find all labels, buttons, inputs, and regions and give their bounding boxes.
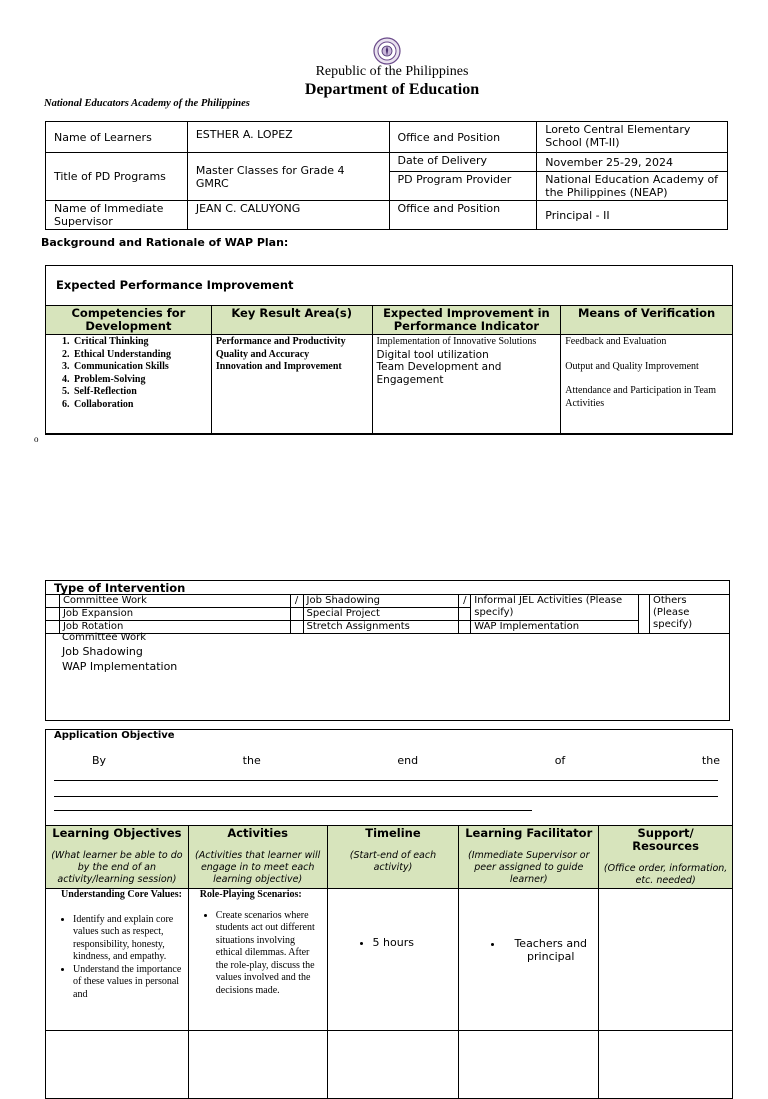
- checkbox[interactable]: /: [459, 595, 471, 608]
- activity-cell: [188, 889, 327, 1099]
- list-item: 3. Communication Skills: [72, 361, 207, 374]
- list-item: Committee Work: [62, 632, 147, 643]
- supervisor-office-value: Principal - II: [537, 201, 728, 230]
- delivery-label: Date of Delivery: [389, 153, 537, 172]
- pd-title-value: Master Classes for Grade 4 GMRC: [187, 153, 389, 201]
- list-item: Feedback and Evaluation: [565, 336, 667, 347]
- blank-line: [54, 780, 718, 781]
- verification-cell: [561, 335, 733, 434]
- competency-list: [50, 336, 207, 411]
- list-item: Digital tool utilization: [376, 348, 489, 361]
- objective-statement: [92, 754, 720, 767]
- list-item: Performance and Productivity: [215, 336, 346, 347]
- kra-header: Key Result Area(s): [211, 306, 372, 335]
- objectives-header: Learning Objectives (What learner be able to do by the end of an activity/learning session): [46, 826, 189, 889]
- expected-performance-section: [45, 265, 733, 435]
- list-item: Job Shadowing: [62, 645, 143, 658]
- intervention-title: Type of Intervention: [54, 581, 186, 595]
- checkbox[interactable]: [290, 621, 303, 634]
- list-item: • Understand the importance of these values in personal and: [73, 964, 185, 1002]
- activity-list: [192, 910, 324, 998]
- performance-table: [45, 305, 733, 434]
- competencies-cell: [46, 335, 212, 434]
- delivery-value: November 25-29, 2024: [537, 153, 728, 172]
- learning-objectives-table: [45, 825, 733, 1099]
- list-item: • 5 hours: [373, 937, 458, 950]
- intervention-option: Job Shadowing: [303, 595, 459, 608]
- office-value: Loreto Central Elementary School (MT-II): [537, 122, 728, 153]
- checkbox[interactable]: /: [290, 595, 303, 608]
- kra-cell: [211, 335, 372, 434]
- activity-title: Role-Playing Scenarios:: [199, 889, 302, 900]
- supervisor-label: Name of Immediate Supervisor: [46, 201, 188, 230]
- indicator-cell: [372, 335, 561, 434]
- list-item: 4. Problem-Solving: [72, 374, 207, 387]
- department-heading: Department of Education: [304, 81, 480, 98]
- list-item: Team Development and Engagement: [376, 361, 502, 386]
- indicator-header: Expected Improvement in Performance Indicator: [372, 306, 561, 335]
- background-rationale-title: Background and Rationale of WAP Plan:: [41, 236, 289, 249]
- provider-label: PD Program Provider: [389, 172, 537, 201]
- intervention-option: Job Rotation: [59, 621, 290, 634]
- statement-word: of: [554, 754, 566, 767]
- selected-interventions: [62, 631, 177, 674]
- others-option: Others (Please specify): [650, 595, 730, 634]
- learner-info-table: [45, 121, 728, 230]
- activities-header: Activities (Activities that learner will engage in to meet each learning objective): [188, 826, 327, 889]
- intervention-option: WAP Implementation: [471, 621, 639, 634]
- statement-word: By: [92, 754, 107, 767]
- intervention-section: [45, 580, 730, 721]
- verification-header: Means of Verification: [561, 306, 733, 335]
- blank-line: [54, 810, 532, 811]
- list-item: WAP Implementation: [62, 660, 178, 673]
- statement-word: the: [242, 754, 261, 767]
- intervention-option: Committee Work: [59, 595, 290, 608]
- pd-title-label: Title of PD Programs: [46, 153, 188, 201]
- performance-title: Expected Performance Improvement: [56, 278, 294, 292]
- statement-word: end: [397, 754, 419, 767]
- checkbox[interactable]: [639, 595, 650, 634]
- support-cell: [599, 889, 733, 1099]
- objective-list: [49, 914, 185, 1002]
- blank-line: [54, 796, 718, 797]
- list-item: Quality and Accuracy: [215, 348, 310, 360]
- intervention-option: Special Project: [303, 608, 459, 621]
- supervisor-office-label: Office and Position: [389, 201, 537, 230]
- office-label: Office and Position: [389, 122, 537, 153]
- objective-cell: [46, 889, 189, 1099]
- stray-mark: o: [34, 434, 39, 444]
- intervention-table: [45, 594, 730, 634]
- application-objective-title: Application Objective: [54, 730, 175, 741]
- provider-value: National Education Academy of the Philippines (NEAP): [537, 172, 728, 201]
- intervention-option: Job Expansion: [59, 608, 290, 621]
- timeline-cell: [327, 889, 459, 1099]
- list-item: • Identify and explain core values such as respect, responsibility, honesty, kindness, and empathy.: [73, 914, 185, 964]
- name-value: ESTHER A. LOPEZ: [187, 122, 389, 153]
- support-header: Support/ Resources (Office order, information, etc. needed): [599, 826, 733, 889]
- list-item: 2. Ethical Understanding: [72, 349, 207, 362]
- checkbox[interactable]: [459, 608, 471, 621]
- list-item: Implementation of Innovative Solutions: [376, 336, 537, 347]
- intervention-option: Informal JEL Activities (Please specify): [471, 595, 639, 621]
- competencies-header: Competencies for Development: [46, 306, 212, 335]
- objective-title: Understanding Core Values:: [61, 889, 182, 900]
- checkbox[interactable]: [290, 608, 303, 621]
- list-item: 1. Critical Thinking: [72, 336, 207, 349]
- facilitator-header: Learning Facilitator (Immediate Supervisor or peer assigned to guide learner): [459, 826, 599, 889]
- statement-word: the: [701, 754, 720, 767]
- list-item: 5. Self-Reflection: [72, 386, 207, 399]
- list-item: • Create scenarios where students act out different situations involving ethical dilemmas. After the role-play, discuss the values involved and the decisions made.: [216, 910, 324, 998]
- intervention-option: Stretch Assignments: [303, 621, 459, 634]
- list-item: Output and Quality Improvement: [565, 360, 699, 372]
- academy-line: National Educators Academy of the Philippines: [44, 98, 250, 109]
- facilitator-cell: [459, 889, 599, 1099]
- republic-heading: Republic of the Philippines: [315, 64, 469, 79]
- list-item: • Teachers and principal: [504, 937, 597, 963]
- name-label: Name of Learners: [46, 122, 188, 153]
- timeline-header: Timeline (Start-end of each activity): [327, 826, 459, 889]
- deped-seal-logo: [373, 37, 401, 65]
- list-item: Attendance and Participation in Team Activities: [565, 385, 716, 409]
- application-objective-section: [45, 729, 733, 1031]
- supervisor-value: JEAN C. CALUYONG: [187, 201, 389, 230]
- checkbox[interactable]: [459, 621, 471, 634]
- list-item: Innovation and Improvement: [215, 361, 342, 372]
- list-item: 6. Collaboration: [72, 399, 207, 412]
